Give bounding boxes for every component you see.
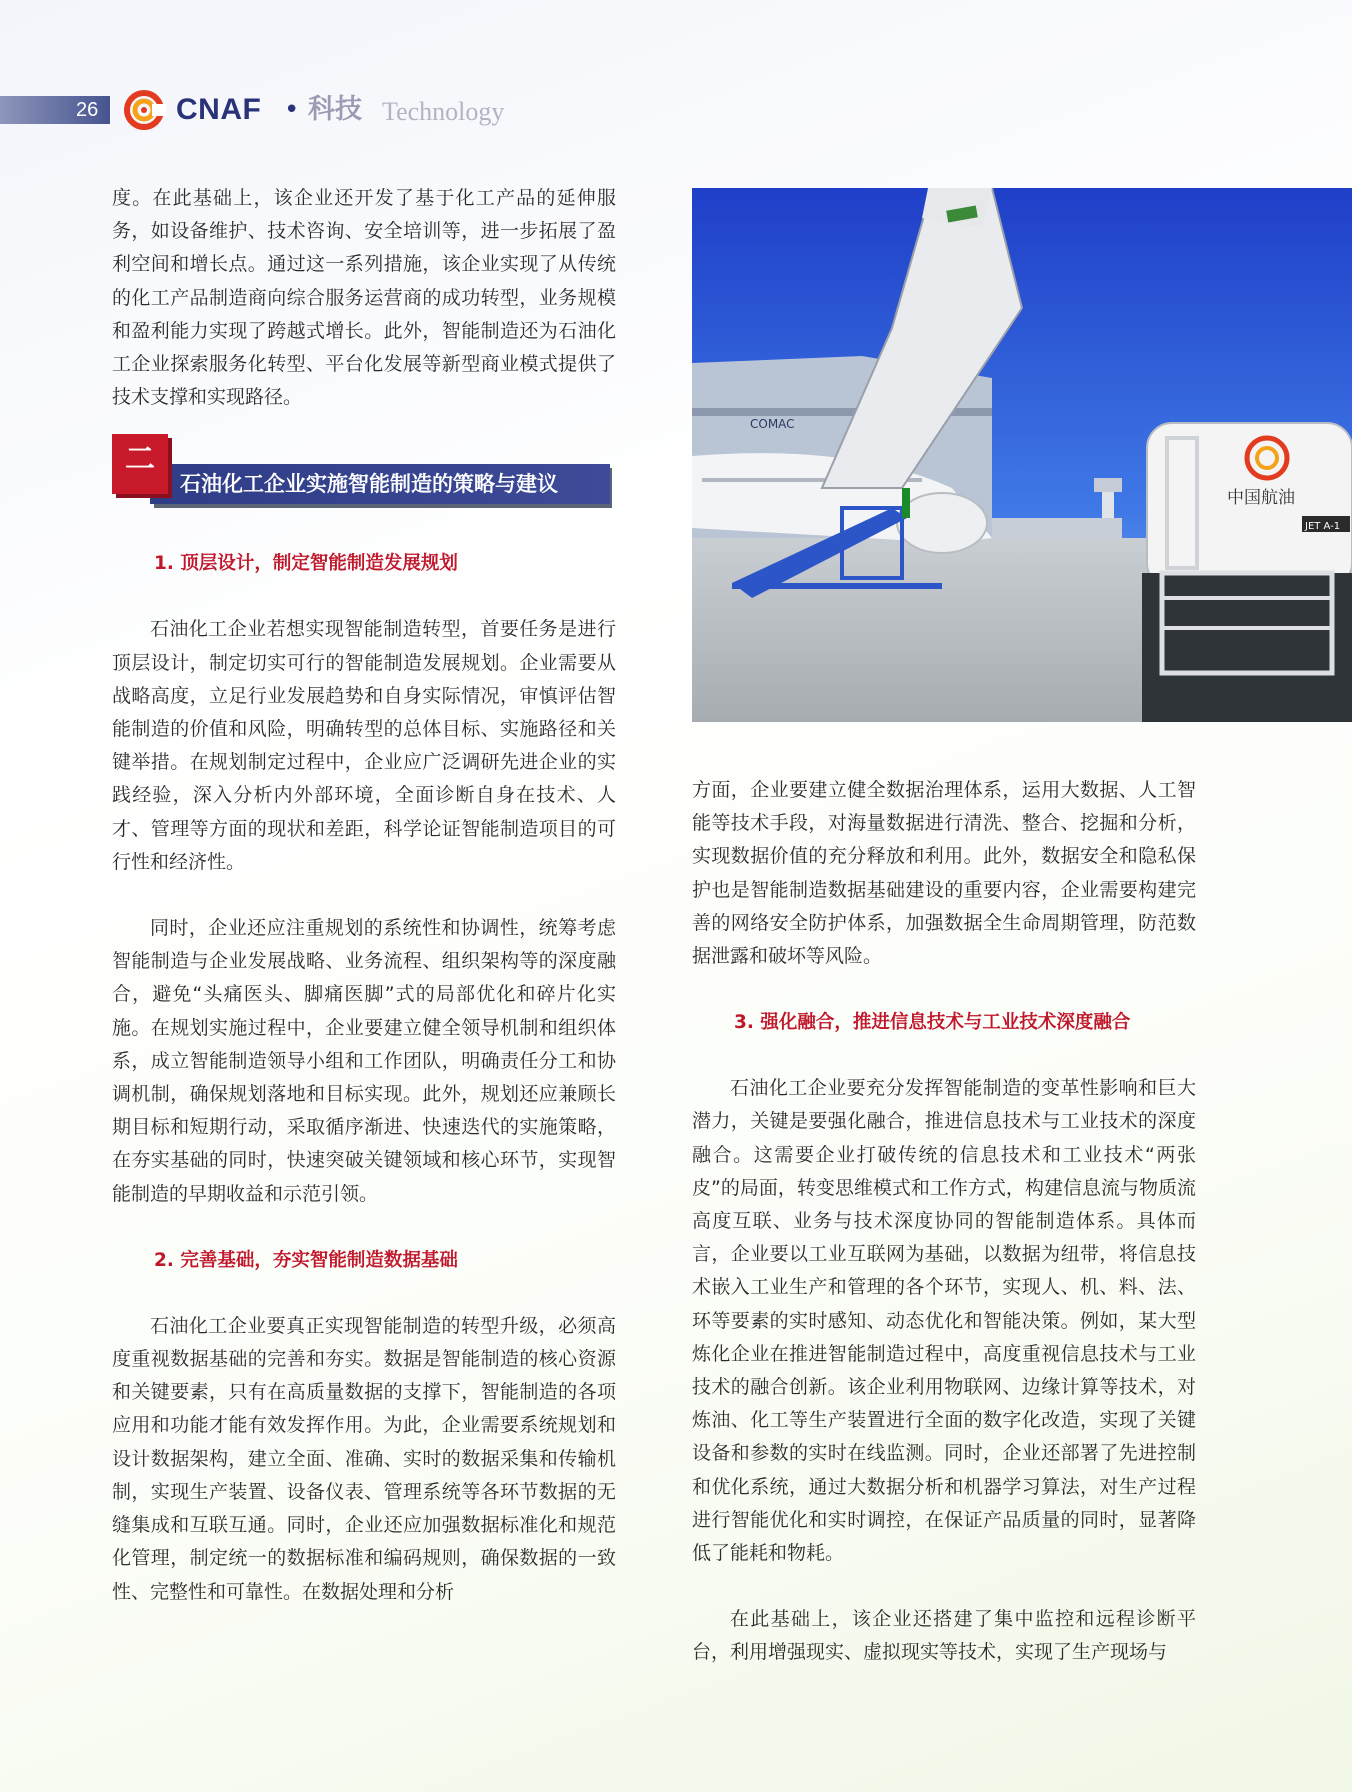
paragraph: 方面，企业要建立健全数据治理体系，运用大数据、人工智能等技术手段，对海量数据进行清洗、整合、挖掘和分析，实现数据价值的充分释放和利用。此外，数据安全和隐私保护也是智能制造数据基础建设的重要内容，企业需要构建完善的网络安全防护体系，加强数据全生命周期管理，防范数据泄露和破坏等风险。 (692, 779, 1196, 968)
section-title: 石油化工企业实施智能制造的策略与建议 (150, 464, 610, 504)
page-header (0, 90, 560, 130)
left-column (112, 182, 616, 1609)
cnaf-logo-icon (122, 90, 170, 130)
subheading-1: 1. 顶层设计，制定智能制造发展规划 (154, 553, 458, 575)
right-column (692, 774, 1196, 1670)
article-photo (692, 188, 1352, 722)
tanker-plate-label: JET A-1 (1305, 521, 1341, 532)
hangar-sign-label: COMAC (750, 417, 795, 431)
paragraph: 石油化工企业要充分发挥智能制造的变革性影响和巨大潜力，关键是要强化融合，推进信息技术与工业技术的深度融合。这需要企业打破传统的信息技术和工业技术“两张皮”的局面，转变思维模式和工作方式，构建信息流与物质流高度互联、业务与技术深度协同的智能制造体系。具体而言，企业要以工业互联网为基础，以数据为纽带，将信息技术嵌入工业生产和管理的各个环节，实现人、机、料、法、环等要素的实时感知、动态优化和智能决策。例如，某大型炼化企业在推进智能制造过程中，高度重视信息技术与工业技术的融合创新。该企业利用物联网、边缘计算等技术，对炼油、化工等生产装置进行全面的数字化改造，实现了关键设备和参数的实时在线监测。同时，企业还部署了先进控制和优化系统，通过大数据分析和机器学习算法，对生产过程进行智能优化和实时调控，在保证产品质量的同时，显著降低了能耗和物耗。 (692, 1077, 1196, 1565)
section-name-cn: 科技 (308, 94, 362, 125)
paragraph: 石油化工企业要真正实现智能制造的转型升级，必须高度重视数据基础的完善和夯实。数据是智能制造的核心资源和关键要素，只有在高质量数据的支撑下，智能制造的各项应用和功能才能有效发挥作用。为此，企业需要系统规划和设计数据架构，建立全面、准确、实时的数据采集和传输机制，实现生产装置、设备仪表、管理系统等各环节数据的无缝集成和互联互通。同时，企业还应加强数据标准化和规范化管理，制定统一的数据标准和编码规则，确保数据的一致性、完整性和可靠性。在数据处理和分析 (112, 1314, 616, 1603)
page-number: 26 (76, 99, 99, 121)
paragraph: 石油化工企业若想实现智能制造转型，首要任务是进行顶层设计，制定切实可行的智能制造发展规划。企业需要从战略高度，立足行业发展趋势和自身实际情况，审慎评估智能制造的价值和风险，明确转型的总体目标、实施路径和关键举措。在规划制定过程中，企业应广泛调研先进企业的实践经验，深入分析内外部环境，全面诊断自身在技术、人才、管理等方面的现状和差距，科学论证智能制造项目的可行性和经济性。 (112, 618, 616, 873)
header-separator: • (284, 95, 300, 125)
intro-paragraph: 度。在此基础上，该企业还开发了基于化工产品的延伸服务，如设备维护、技术咨询、安全培训等，进一步拓展了盈利空间和增长点。通过这一系列措施，该企业实现了从传统的化工产品制造商向综合服务运营商的成功转型，业务规模和盈利能力实现了跨越式增长。此外，智能制造还为石油化工企业探索服务化转型、平台化发展等新型商业模式提供了技术支撑和实现路径。 (112, 187, 616, 409)
subheading-3: 3. 强化融合，推进信息技术与工业技术深度融合 (734, 1012, 1131, 1034)
section-name-en: Technology (382, 97, 505, 126)
tanker-brand-label: 中国航油 (1227, 488, 1295, 508)
aircraft-refueling-photo (692, 188, 1352, 722)
paragraph: 同时，企业还应注重规划的系统性和协调性，统筹考虑智能制造与企业发展战略、业务流程、组织架构等的深度融合，避免“头痛医头、脚痛医脚”式的局部优化和碎片化实施。在规划实施过程中，企业要建立健全领导机制和组织体系，成立智能制造领导小组和工作团队，明确责任分工和协调机制，确保规划落地和目标实现。此外，规划还应兼顾长期目标和短期行动，采取循序渐进、快速迭代的实施策略，在夯实基础的同时，快速突破关键领域和核心环节，实现智能制造的早期收益和示范引领。 (112, 917, 616, 1205)
paragraph: 在此基础上，该企业还搭建了集中监控和远程诊断平台，利用增强现实、虚拟现实等技术，实现了生产现场与 (692, 1608, 1196, 1664)
subheading-2: 2. 完善基础，夯实智能制造数据基础 (154, 1249, 458, 1271)
section-heading (112, 434, 616, 514)
section-number: 二 (112, 434, 168, 494)
brand-name: CNAF (176, 93, 262, 126)
